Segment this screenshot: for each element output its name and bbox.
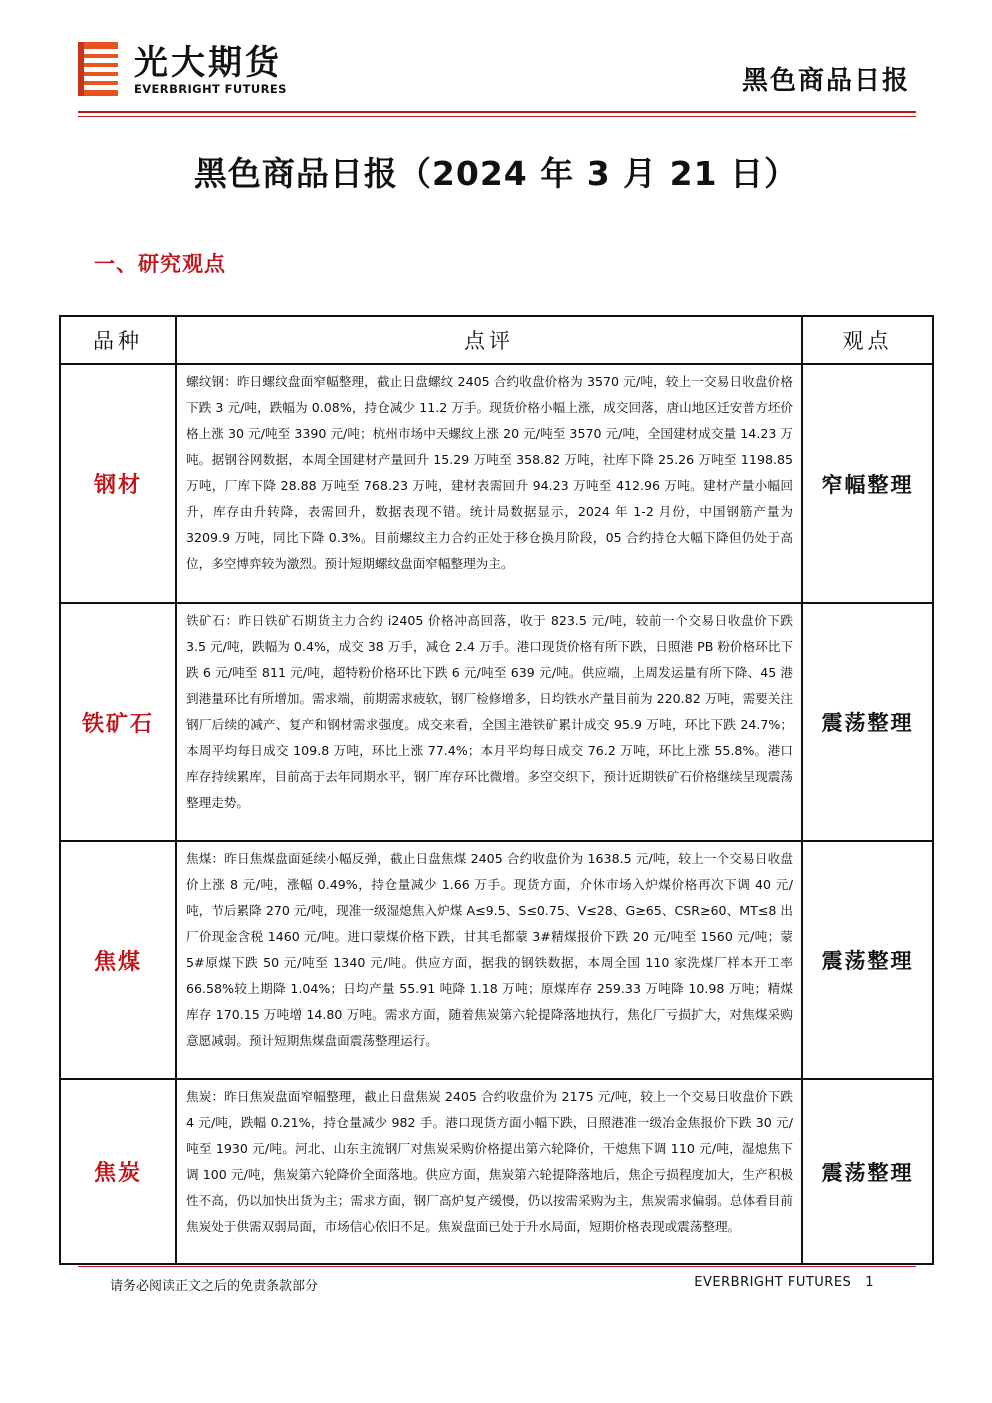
table-row xyxy=(60,603,933,841)
footer-divider xyxy=(78,1266,916,1267)
page-number: 1 xyxy=(865,1275,874,1290)
table-row xyxy=(60,364,933,603)
header-variety: 品种 xyxy=(60,316,176,364)
everbright-logo-icon xyxy=(78,42,118,96)
header-divider xyxy=(78,111,916,113)
footer-company-page xyxy=(694,1275,874,1290)
research-views-table xyxy=(59,315,934,1265)
table-row xyxy=(60,1079,933,1264)
variety-cell: 焦煤 xyxy=(60,841,176,1079)
footer-company: EVERBRIGHT FUTURES xyxy=(694,1275,852,1290)
table-header-row xyxy=(60,316,933,364)
comment-cell: 铁矿石：昨日铁矿石期货主力合约 i2405 价格冲高回落，收于 823.5 元/吨，较前一个交易日收盘价下跌 3.5 元/吨，跌幅为 0.4%，成交 38 万手，减仓 2.4 万手。港口现货价格有所下跌，日照港 PB 粉价格环比下跌 6 元/吨至 811 元/吨，超特粉价格环比下跌 6 元/吨至 639 元/吨。供应端，上周发运量有所下降、45 港到港量环比有所增加。需求端，前期需求疲软，钢厂检修增多，日均铁水产量目前为 220.82 万吨，需要关注钢厂后续的减产、复产和钢材需求强度。成交来看，全国主港铁矿累计成交 95.9 万吨，环比下跌 24.7%；本周平均每日成交 109.8 万吨，环比上涨 77.4%；本月平均每日成交 76.2 万吨，环比上涨 55.8%。港口库存持续累库，目前高于去年同期水平，钢厂库存环比微增。多空交织下，预计近期铁矿石价格继续呈现震荡整理走势。 xyxy=(176,603,802,841)
view-cell: 震荡整理 xyxy=(802,1079,933,1264)
comment-cell: 焦煤：昨日焦煤盘面延续小幅反弹，截止日盘焦煤 2405 合约收盘价为 1638.5 元/吨，较上一个交易日收盘价上涨 8 元/吨，涨幅 0.49%，持仓量减少 1.66 万手。现货方面，介休市场入炉煤价格再次下调 40 元/吨，节后累降 270 元/吨，现准一级湿熄焦入炉煤 A≤9.5、S≤0.75、V≤28、G≥65、CSR≥60、MT≤8 出厂价现金含税 1460 元/吨。进口蒙煤价格下跌，甘其毛都蒙 3#精煤报价下跌 20 元/吨至 1560 元/吨；蒙 5#原煤下跌 50 元/吨至 1340 元/吨。供应方面，据我的钢铁数据，本周全国 110 家洗煤厂样本开工率 66.58%较上期降 1.04%；日均产量 55.91 吨降 1.18 万吨；原煤库存 259.33 万吨降 10.98 万吨；精煤库存 170.15 万吨增 14.80 万吨。需求方面，随着焦炭第六轮提降落地执行，焦化厂亏损扩大，对焦煤采购意愿减弱。预计短期焦煤盘面震荡整理运行。 xyxy=(176,841,802,1079)
document-title: 黑色商品日报（2024 年 3 月 21 日） xyxy=(193,154,799,193)
table-row xyxy=(60,841,933,1079)
header-view: 观点 xyxy=(802,316,933,364)
footer-disclaimer: 请务必阅读正文之后的免责条款部分 xyxy=(110,1279,319,1294)
header-comment: 点评 xyxy=(176,316,802,364)
variety-cell: 钢材 xyxy=(60,364,176,603)
view-cell: 震荡整理 xyxy=(802,841,933,1079)
variety-cell: 铁矿石 xyxy=(60,603,176,841)
view-cell: 震荡整理 xyxy=(802,603,933,841)
comment-cell: 螺纹钢：昨日螺纹盘面窄幅整理，截止日盘螺纹 2405 合约收盘价格为 3570 元/吨，较上一交易日收盘价格下跌 3 元/吨，跌幅为 0.08%，持仓减少 11.2 万手。现货价格小幅上涨，成交回落，唐山地区迁安普方坯价格上涨 30 元/吨至 3390 元/吨；杭州市场中天螺纹上涨 20 元/吨至 3570 元/吨，全国建材成交量 14.23 万吨。据钢谷网数据，本周全国建材产量回升 15.29 万吨至 358.82 万吨，社库下降 25.26 万吨至 1198.85 万吨，厂库下降 28.88 万吨至 768.23 万吨，建材表需回升 94.23 万吨至 412.96 万吨。建材产量小幅回升，库存由升转降，表需回升，数据表现不错。统计局数据显示，2024 年 1-2 月份，中国钢筋产量为 3209.9 万吨，同比下降 0.3%。目前螺纹主力合约正处于移仓换月阶段，05 合约持仓大幅下降但仍处于高位，多空博弈较为激烈。预计短期螺纹盘面窄幅整理为主。 xyxy=(176,364,802,603)
header-divider-thin xyxy=(78,116,916,117)
header-report-title: 黑色商品日报 xyxy=(741,66,910,96)
logo-chinese-name: 光大期货 xyxy=(134,43,282,83)
section-heading: 一、研究观点 xyxy=(94,252,226,276)
variety-cell: 焦炭 xyxy=(60,1079,176,1264)
logo-english-name: EVERBRIGHT FUTURES xyxy=(134,82,287,96)
comment-cell: 焦炭：昨日焦炭盘面窄幅整理，截止日盘焦炭 2405 合约收盘价为 2175 元/吨，较上一个交易日收盘价下跌 4 元/吨，跌幅 0.21%，持仓量减少 982 手。港口现货方面小幅下跌，日照港准一级冶金焦报价下跌 30 元/吨至 1930 元/吨。河北、山东主流钢厂对焦炭采购价格提出第六轮降价，干熄焦下调 110 元/吨，湿熄焦下调 100 元/吨，焦炭第六轮降价全面落地。供应方面，焦炭第六轮提降落地后，焦企亏损程度加大，生产积极性不高，仍以加快出货为主；需求方面，钢厂高炉复产缓慢，仍以按需采购为主，焦炭需求偏弱。总体看目前焦炭处于供需双弱局面，市场信心依旧不足。焦炭盘面已处于升水局面，短期价格表现或震荡整理。 xyxy=(176,1079,802,1264)
view-cell: 窄幅整理 xyxy=(802,364,933,603)
company-logo xyxy=(78,42,288,100)
